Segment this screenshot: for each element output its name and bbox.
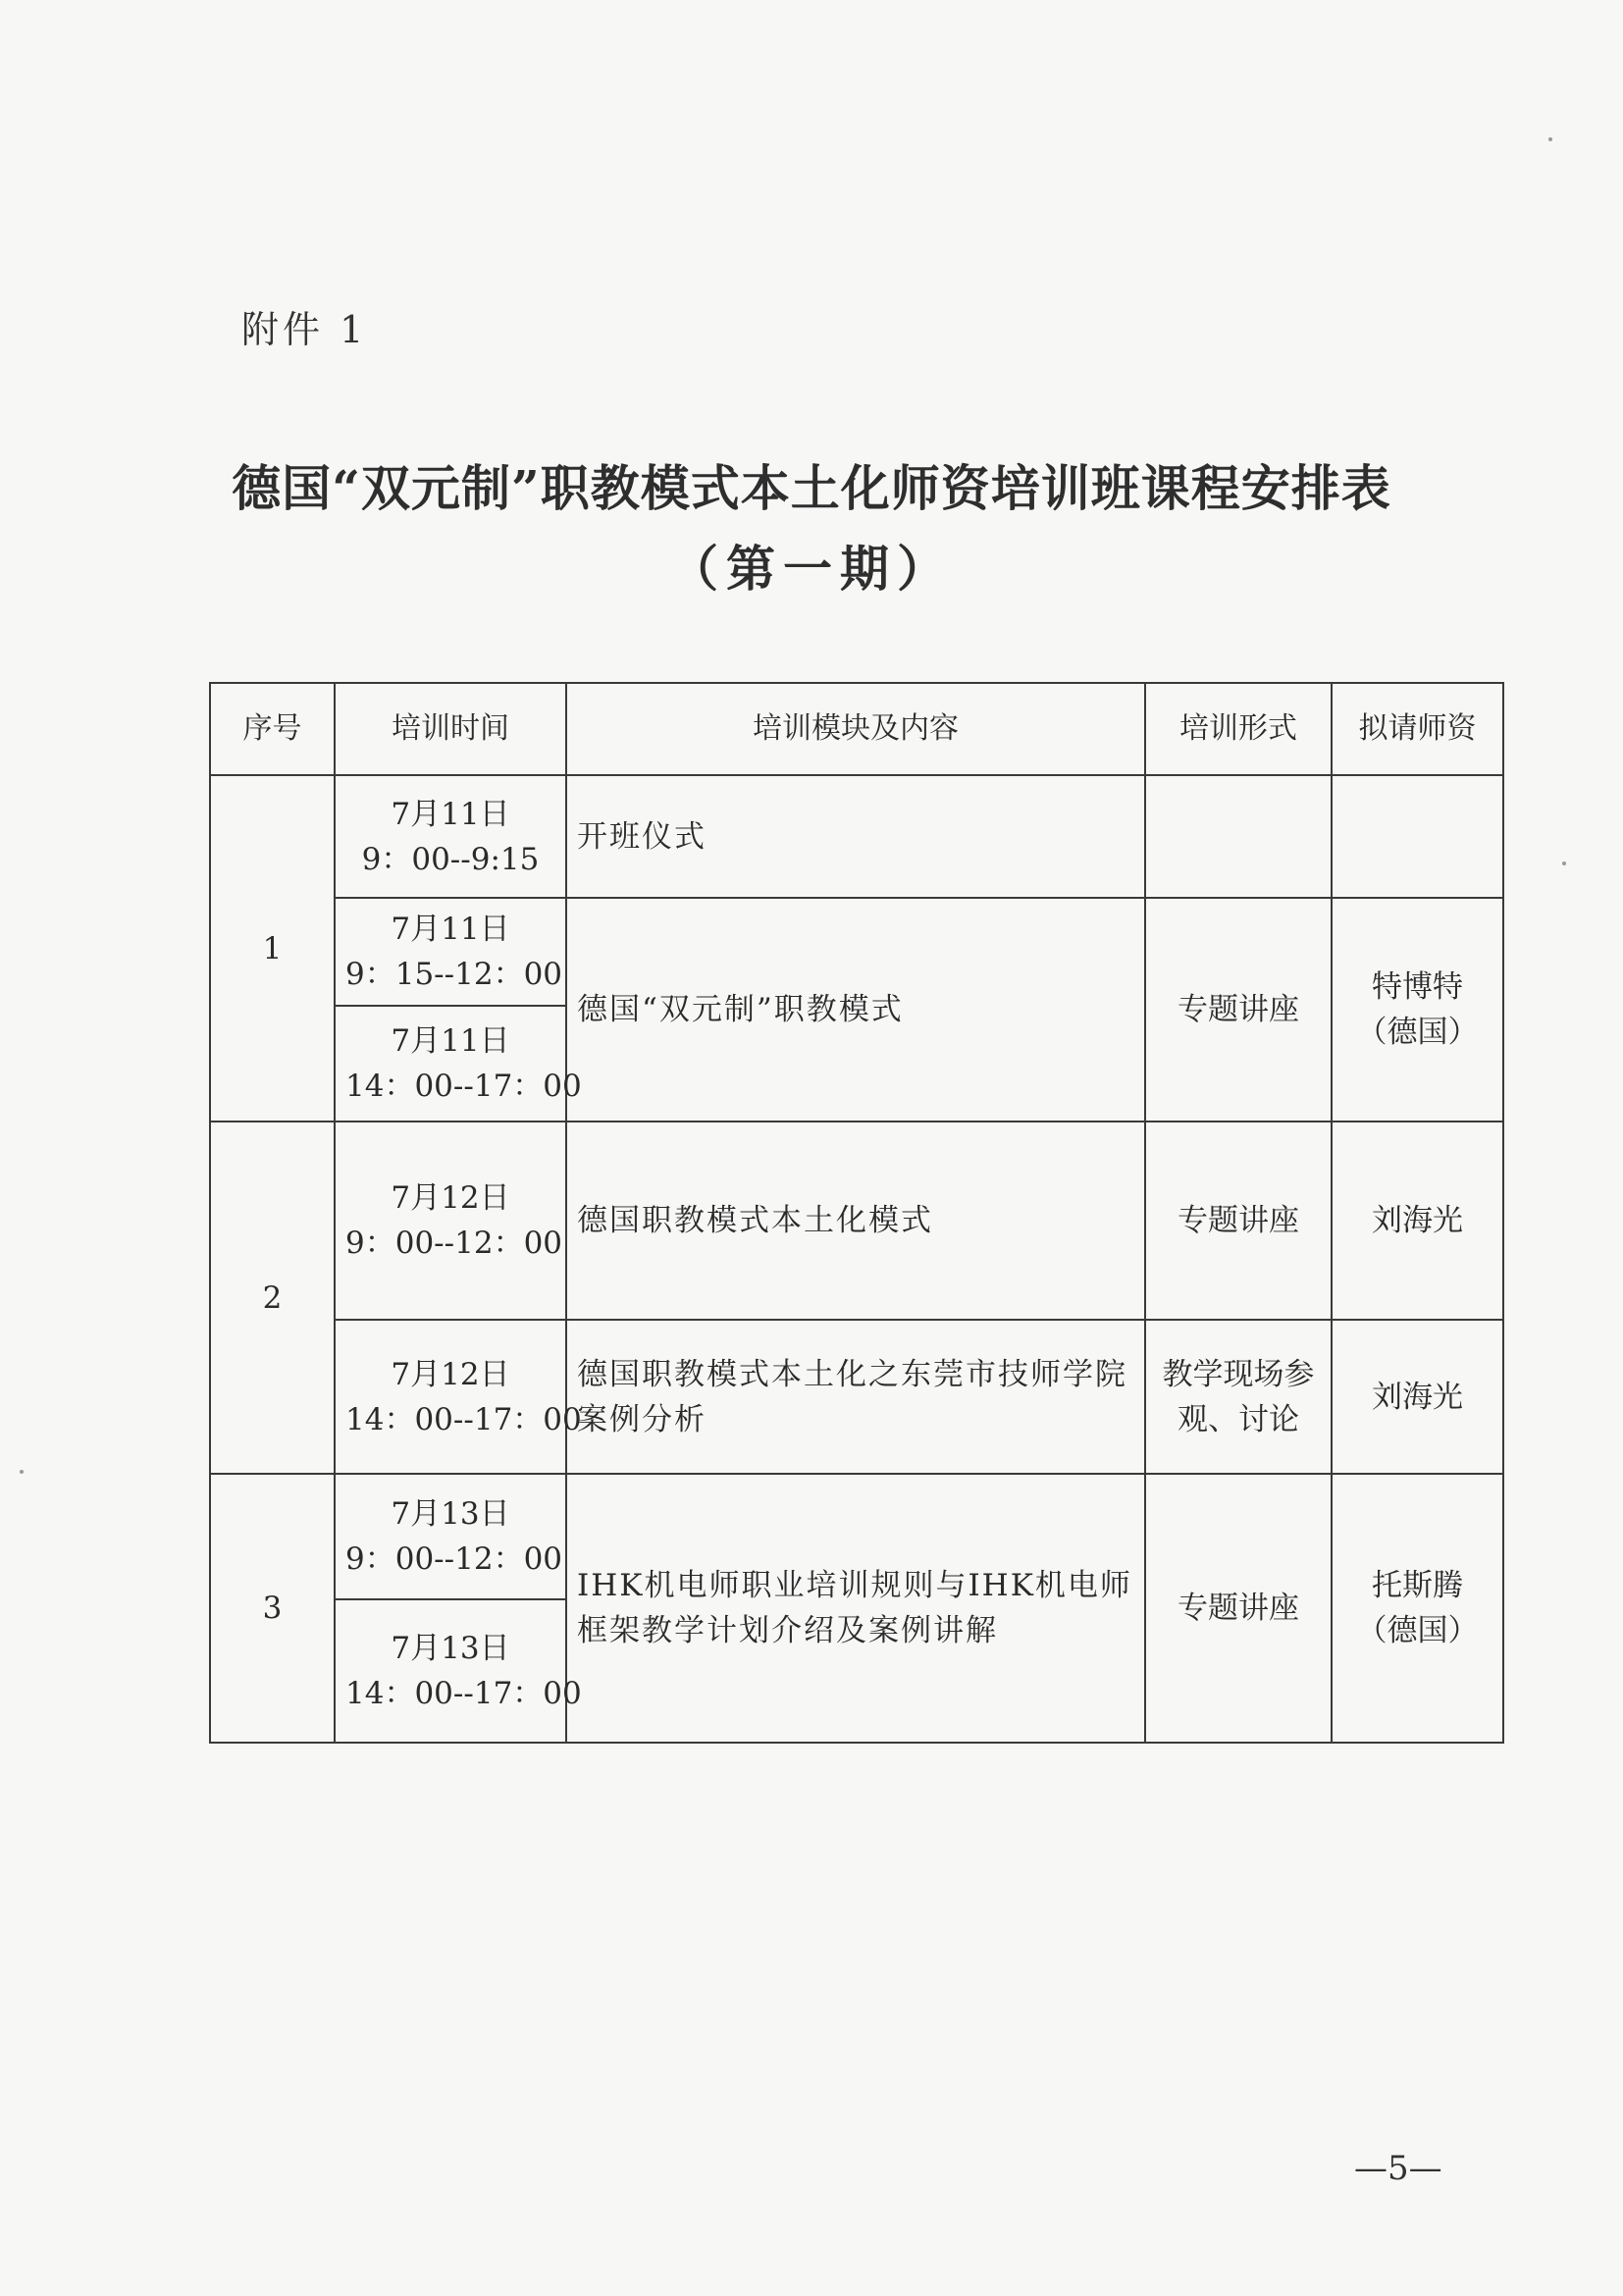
training-date: 7月13日 [391, 1496, 510, 1532]
scan-speck [20, 1470, 24, 1474]
training-time-cell [335, 1320, 582, 1474]
header-time: 培训时间 [335, 683, 566, 775]
header-content: 培训模块及内容 [566, 683, 1145, 775]
table-row [210, 1320, 1503, 1474]
teacher-cell: 托斯腾（德国） [1332, 1474, 1503, 1743]
training-date: 7月12日 [391, 1180, 510, 1216]
training-time-cell [335, 1006, 582, 1122]
page-number: —5— [1354, 2149, 1442, 2188]
training-time-cell [335, 1122, 566, 1320]
training-date: 7月11日 [391, 796, 510, 832]
row-number: 2 [210, 1122, 335, 1474]
format-cell: 专题讲座 [1145, 898, 1332, 1122]
format-cell: 专题讲座 [1145, 1122, 1332, 1320]
schedule-table [209, 682, 1504, 1744]
training-date: 7月13日 [391, 1631, 510, 1666]
training-hours: 9：00--9:15 [361, 841, 540, 877]
format-cell [1145, 775, 1332, 898]
row-number: 1 [210, 775, 335, 1122]
training-hours: 9：15--12：00 [345, 957, 563, 992]
training-hours: 9：00--12：00 [345, 1226, 563, 1261]
header-format: 培训形式 [1145, 683, 1332, 775]
teacher-cell: 刘海光 [1332, 1122, 1503, 1320]
training-date: 7月11日 [391, 912, 510, 947]
training-hours: 14：00--17：00 [345, 1401, 582, 1437]
training-time-cell [335, 898, 566, 1006]
content-cell: IHK机电师职业培训规则与IHK机电师框架教学计划介绍及案例讲解 [566, 1474, 1145, 1743]
header-no: 序号 [210, 683, 335, 775]
training-time-cell [335, 775, 566, 898]
content-cell: 德国职教模式本土化模式 [566, 1122, 1145, 1320]
table-header-row [210, 683, 1503, 775]
content-cell: 德国职教模式本土化之东莞市技师学院案例分析 [566, 1320, 1145, 1474]
teacher-cell: 特博特（德国） [1332, 898, 1503, 1122]
scan-speck [1562, 861, 1566, 865]
training-time-cell [335, 1474, 566, 1599]
training-hours: 9：00--12：00 [345, 1541, 563, 1577]
table-row [210, 1122, 1503, 1320]
training-date: 7月11日 [391, 1023, 510, 1059]
header-teacher: 拟请师资 [1332, 683, 1503, 775]
content-cell: 开班仪式 [566, 775, 1145, 898]
format-cell: 专题讲座 [1145, 1474, 1332, 1743]
table-row [210, 898, 1503, 1006]
attachment-label: 附件 1 [241, 308, 368, 351]
document-subtitle: （第一期） [669, 540, 954, 598]
row-number: 3 [210, 1474, 335, 1743]
training-hours: 14：00--17：00 [345, 1069, 582, 1104]
table-row [210, 1474, 1503, 1599]
scan-speck [1548, 137, 1552, 141]
content-cell: 德国“双元制”职教模式 [566, 898, 1145, 1122]
training-hours: 14：00--17：00 [345, 1676, 582, 1711]
document-title: 德国“双元制”职教模式本土化师资培训班课程安排表 [232, 459, 1391, 517]
format-cell: 教学现场参观、讨论 [1145, 1320, 1332, 1474]
teacher-cell [1332, 775, 1503, 898]
training-date: 7月12日 [391, 1356, 510, 1392]
table-row [210, 775, 1503, 898]
training-time-cell [335, 1599, 582, 1743]
teacher-cell: 刘海光 [1332, 1320, 1503, 1474]
